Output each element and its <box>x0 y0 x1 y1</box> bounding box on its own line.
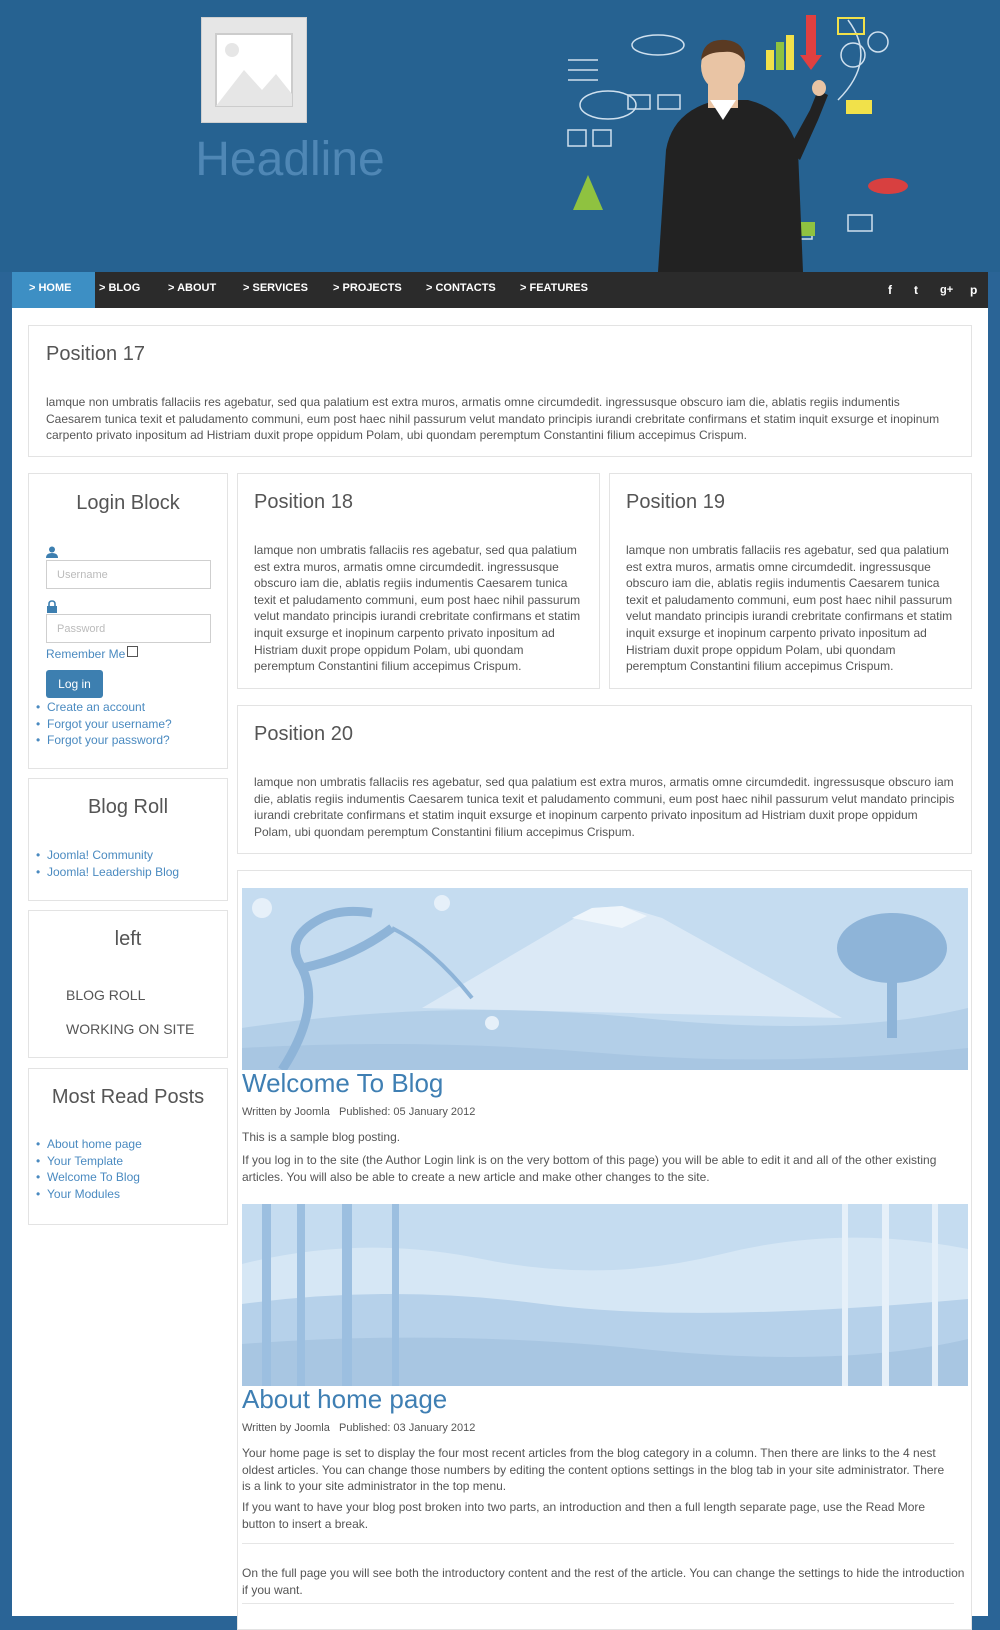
module-text: lamque non umbratis fallaciis res agebatur, sed qua palatium est extra muros, armatis omne circumdedit. ingressusque obscuro iam die, ablatis regiis indumentis Caesarem tunica texit et paludamento communi, eum post haec nihil passurum velut mandato principis iurandi crebritate confirmans et statim inquit exsurge et inopinum carpento privato inpositum ad Histriam duxit prope oppidum Polam, ubi quondam peremptum Constantini filium accepimus Crispum. <box>626 543 953 674</box>
module-title: Position 19 <box>626 491 725 513</box>
most-read-link[interactable]: • About home page <box>29 1136 142 1153</box>
google-plus-icon[interactable]: g+ <box>940 284 954 296</box>
nav-item-contacts[interactable]: > CONTACTS <box>426 282 496 294</box>
article-meta <box>242 1106 475 1118</box>
article-paragraph: Your home page is set to display the four most recent articles from the blog category in a column. Then there are links to the 4 nest oldest articles. You can change those numbers by editing the content options settings in the blog tab in your site administrator. There is a link to your site administrator in the top menu. <box>242 1446 945 1494</box>
forgot-password-link[interactable]: • Forgot your password? <box>29 732 172 749</box>
nav-item-projects[interactable]: > PROJECTS <box>333 282 402 294</box>
login-block <box>28 473 228 769</box>
main-nav <box>12 272 988 308</box>
module-position-17 <box>28 325 972 457</box>
username-input[interactable]: Username <box>46 560 211 589</box>
nav-item-features[interactable]: > FEATURES <box>520 282 588 294</box>
article-image-mountain-blossom[interactable] <box>242 888 968 1070</box>
blog-articles <box>237 870 972 1630</box>
login-button[interactable]: Log in <box>46 670 103 698</box>
module-text: lamque non umbratis fallaciis res agebatur, sed qua palatium est extra muros, armatis omne circumdedit. ingressusque obscuro iam die, ablatis regiis indumentis Caesarem tunica texit et paludamento communi, eum post haec nihil passurum velut mandato principis iurandi crebritate confirmans et statim inquit exsurge et inopinum carpento privato inpositum ad Histriam duxit prope oppidum Polam, ubi quondam peremptum Constantini filium accepimus Crispum. <box>254 775 955 839</box>
menu-item-working-on-site[interactable]: WORKING ON SITE <box>66 1021 195 1037</box>
module-text: lamque non umbratis fallaciis res agebatur, sed qua palatium est extra muros, armatis omne circumdedit. ingressusque obscuro iam die, ablatis regiis indumentis Caesarem tunica texit et paludamento communi, eum post haec nihil passurum velut mandato principis iurandi crebritate confirmans et statim inquit exsurge et inopinum carpento privato inpositum ad Histriam duxit prope oppidum Polam, ubi quondam peremptum Constantini filium accepimus Crispum. <box>254 543 581 674</box>
pinterest-icon[interactable]: p <box>970 283 978 297</box>
joomla-community-link[interactable]: • Joomla! Community <box>29 847 179 864</box>
module-position-20 <box>237 705 972 854</box>
joomla-leadership-blog-link[interactable]: • Joomla! Leadership Blog <box>29 864 179 881</box>
module-title: Position 17 <box>46 343 145 365</box>
login-links <box>29 699 172 749</box>
article-author: Written by Joomla <box>242 1106 330 1118</box>
most-read-link[interactable]: • Your Modules <box>29 1186 142 1203</box>
left-menu-module <box>28 910 228 1058</box>
blog-roll-links <box>29 847 179 880</box>
module-title: left <box>114 928 142 950</box>
remember-me-label: Remember Me <box>46 647 126 661</box>
user-icon <box>46 546 58 558</box>
module-text: lamque non umbratis fallaciis res agebatur, sed qua palatium est extra muros, armatis omne circumdedit. ingressusque obscuro iam die, ablatis regiis indumentis Caesarem tunica texit et paludamento communi, eum post haec nihil passurum velut mandato principis iurandi crebritate confirmans et statim inquit exsurge et inopinum carpento privato inpositum ad Histriam duxit prope oppidum Polam, ubi quondam peremptum Constantini filium accepimus Crispum. <box>46 395 940 443</box>
forgot-username-link[interactable]: • Forgot your username? <box>29 716 172 733</box>
article-author: Written by Joomla <box>242 1422 330 1434</box>
password-input[interactable]: Password <box>46 614 211 643</box>
logo-image-placeholder[interactable] <box>201 17 307 123</box>
hero-businessman-image <box>548 0 948 272</box>
twitter-icon[interactable]: t <box>914 283 918 297</box>
module-title: Position 20 <box>254 723 353 745</box>
module-position-19 <box>609 473 972 689</box>
article-meta <box>242 1422 475 1434</box>
article-paragraph: This is a sample blog posting. <box>242 1130 401 1144</box>
module-title: Blog Roll <box>87 796 169 818</box>
divider <box>242 1603 954 1604</box>
article-paragraph: If you want to have your blog post broken into two parts, an introduction and then a full length separate page, use the Read More button to insert a break. <box>242 1500 926 1531</box>
article-image-bamboo-landscape[interactable] <box>242 1204 968 1386</box>
article-published-date: Published: 05 January 2012 <box>339 1106 476 1118</box>
most-read-posts-module <box>28 1068 228 1225</box>
module-position-18 <box>237 473 600 689</box>
module-title: Login Block <box>76 492 180 514</box>
remember-me-checkbox[interactable] <box>127 646 138 657</box>
lock-icon <box>46 600 58 613</box>
divider <box>242 1543 954 1544</box>
article-title[interactable]: Welcome To Blog <box>242 1068 444 1098</box>
module-title: Position 18 <box>254 491 353 513</box>
menu-item-blog-roll[interactable]: BLOG ROLL <box>66 987 146 1003</box>
module-title: Most Read Posts <box>51 1086 205 1108</box>
most-read-links <box>29 1136 142 1203</box>
nav-item-home[interactable]: > HOME <box>12 272 95 308</box>
article-published-date: Published: 03 January 2012 <box>339 1422 476 1434</box>
article-paragraph: If you log in to the site (the Author Login link is on the very bottom of this page) you will be able to edit it and all of the other existing articles. You will also be able to create a new article and make other changes to the site. <box>242 1153 937 1184</box>
create-account-link[interactable]: • Create an account <box>29 699 172 716</box>
nav-item-blog[interactable]: > BLOG <box>99 282 141 294</box>
article-paragraph: On the full page you will see both the introductory content and the rest of the article. You can change the settings to hide the introduction if you want. <box>242 1566 965 1597</box>
article-title[interactable]: About home page <box>242 1384 448 1414</box>
facebook-icon[interactable]: f <box>888 283 892 297</box>
nav-item-about[interactable]: > ABOUT <box>168 282 217 294</box>
nav-item-services[interactable]: > SERVICES <box>243 282 308 294</box>
most-read-link[interactable]: • Welcome To Blog <box>29 1169 142 1186</box>
most-read-link[interactable]: • Your Template <box>29 1153 142 1170</box>
blog-roll-module <box>28 778 228 901</box>
site-headline: Headline <box>195 133 385 186</box>
image-placeholder-icon <box>202 18 306 122</box>
